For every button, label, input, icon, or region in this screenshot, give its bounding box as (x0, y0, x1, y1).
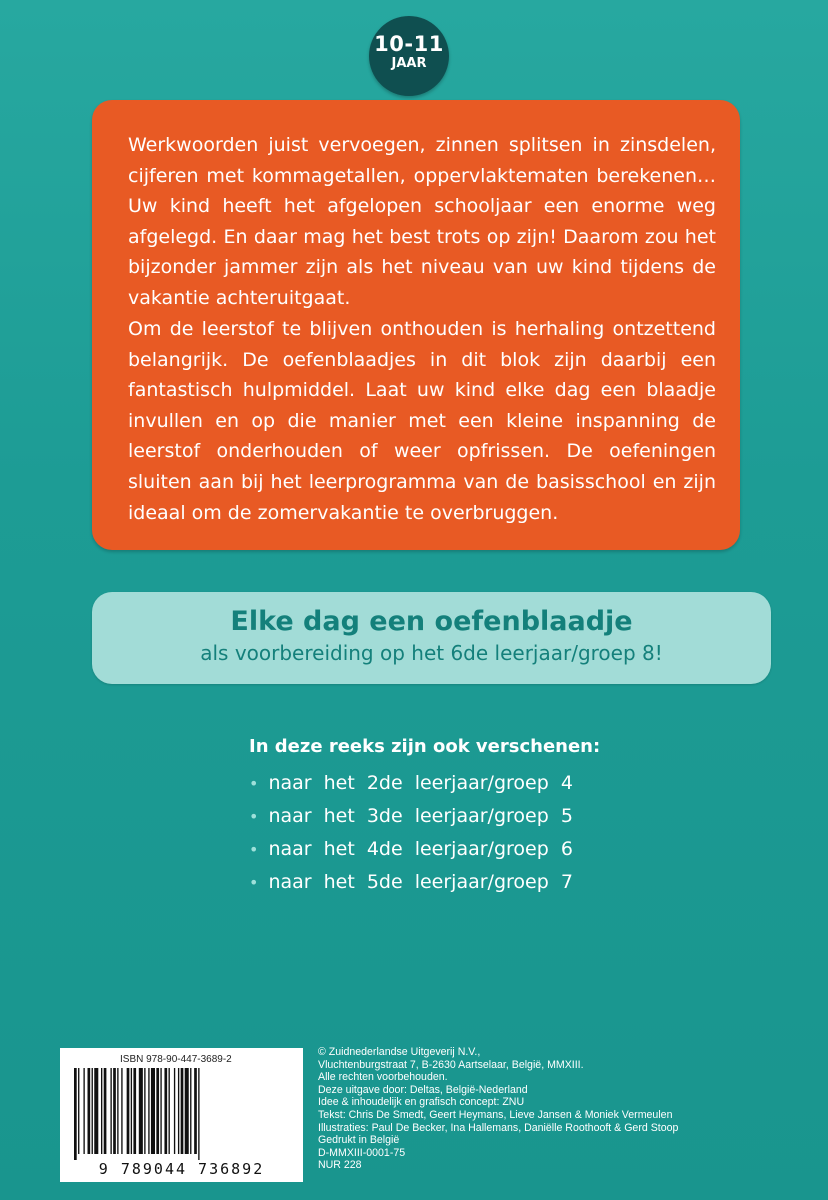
barcode-bar (121, 1068, 122, 1154)
imprint-colophon (318, 1046, 738, 1172)
barcode-bar (156, 1068, 159, 1154)
barcode-bar (174, 1068, 175, 1154)
imprint-line: Illustraties: Paul De Becker, Ina Hallemans, Daniëlle Roothooft & Gerd Stoop (318, 1121, 679, 1134)
barcode-bar (74, 1068, 77, 1160)
age-range: 10-11 (374, 32, 444, 56)
intro-paragraph-2: Om de leerstof te blijven onthouden is herhaling ontzettend belangrijk. De oefenblaadjes in dit blok zijn daarbij een fantastisch hulpmiddel. Laat uw kind elke dag een blaadje invullen en op die manier met een kleine inspanning de leerstof onderhouden of weer opfrissen. De oefeningen sluiten aan bij het leerprogramma van de basisschool en zijn ideaal om de zomervakantie te overbruggen. (128, 318, 716, 524)
barcode-bar (160, 1068, 161, 1154)
series-item-label: naar het 2de leerjaar/groep 4 (268, 772, 573, 794)
barcode-bar (83, 1068, 84, 1154)
bullet-icon: • (249, 774, 259, 793)
barcode-bar (113, 1068, 116, 1154)
imprint-line: Deze uitgave door: Deltas, België-Nederland (318, 1083, 528, 1096)
barcode-bar (127, 1068, 130, 1154)
barcode-bar (78, 1068, 79, 1154)
series-items (249, 767, 629, 899)
imprint-line: Gedrukt in België (318, 1134, 400, 1147)
intro-paragraph-1: Werkwoorden juist vervoegen, zinnen splitsen in zinsdelen, cijferen met kommagetallen, oppervlaktematen berekenen… Uw kind heeft het afgelopen schooljaar een enorme weg afgelegd. En daar mag het best trots op zijn! Daarom zou het bijzonder jammer zijn als het niveau van uw kind tijdens de vakantie achteruitgaat. (128, 134, 716, 309)
series-list (249, 735, 629, 899)
bullet-icon: • (249, 840, 259, 859)
isbn-label: ISBN 978-90-447-3689-2 (120, 1054, 232, 1065)
barcode-digits: 9 789044 736892 (98, 1160, 265, 1178)
imprint-line: NUR 228 (318, 1159, 362, 1172)
barcode-bar (198, 1068, 199, 1160)
intro-box (92, 100, 740, 550)
series-item-label: naar het 4de leerjaar/groep 6 (268, 838, 573, 860)
list-item (249, 767, 629, 800)
barcode-bar (88, 1068, 91, 1154)
series-item-label: naar het 3de leerjaar/groep 5 (268, 805, 573, 827)
barcode-bar (101, 1068, 102, 1154)
imprint-line: Tekst: Chris De Smedt, Geert Heymans, Lieve Jansen & Moniek Vermeulen (318, 1108, 673, 1121)
age-unit: JAAR (391, 56, 427, 71)
barcode-bar (151, 1068, 155, 1154)
bullet-icon: • (249, 873, 259, 892)
barcode-bar (133, 1068, 136, 1154)
imprint-line: D-MMXIII-0001-75 (318, 1146, 406, 1159)
list-item (249, 800, 629, 833)
series-heading: In deze reeks zijn ook verschenen: (249, 736, 601, 757)
barcode-bar (131, 1068, 132, 1154)
imprint-line: Idee & inhoudelijk en grafisch concept: ZNU (318, 1096, 525, 1109)
barcode-bar (148, 1068, 149, 1154)
list-item (249, 833, 629, 866)
barcode-panel (60, 1048, 303, 1182)
barcode-graphic (74, 1068, 289, 1160)
barcode-bar (92, 1068, 93, 1154)
age-badge (369, 16, 449, 96)
barcode-bar (94, 1068, 98, 1154)
barcode-bar (181, 1068, 184, 1154)
slogan-title: Elke dag een oefenblaadje (230, 606, 633, 637)
slogan-subtitle: als voorbereiding op het 6de leerjaar/groep 8! (200, 641, 663, 665)
imprint-line: Vluchtenburgstraat 7, B-2630 Aartselaar, België, MMXIII. (318, 1058, 584, 1071)
barcode-bar (117, 1068, 118, 1154)
barcode-bar (185, 1068, 189, 1154)
barcode-bar (194, 1068, 197, 1154)
barcode-bar (190, 1068, 191, 1154)
barcode-bar (139, 1068, 143, 1154)
list-item (249, 866, 629, 899)
barcode-bar (104, 1068, 107, 1154)
barcode-bar (164, 1068, 167, 1154)
barcode-bar (144, 1068, 145, 1154)
barcode-bar (178, 1068, 179, 1154)
barcode-bar (169, 1068, 170, 1154)
series-item-label: naar het 5de leerjaar/groep 7 (268, 871, 573, 893)
imprint-line: Alle rechten voorbehouden. (318, 1071, 448, 1084)
barcode-bar (110, 1068, 111, 1154)
imprint-line: © Zuidnederlandse Uitgeverij N.V., (318, 1046, 481, 1058)
slogan-box (92, 592, 771, 684)
bullet-icon: • (249, 807, 259, 826)
